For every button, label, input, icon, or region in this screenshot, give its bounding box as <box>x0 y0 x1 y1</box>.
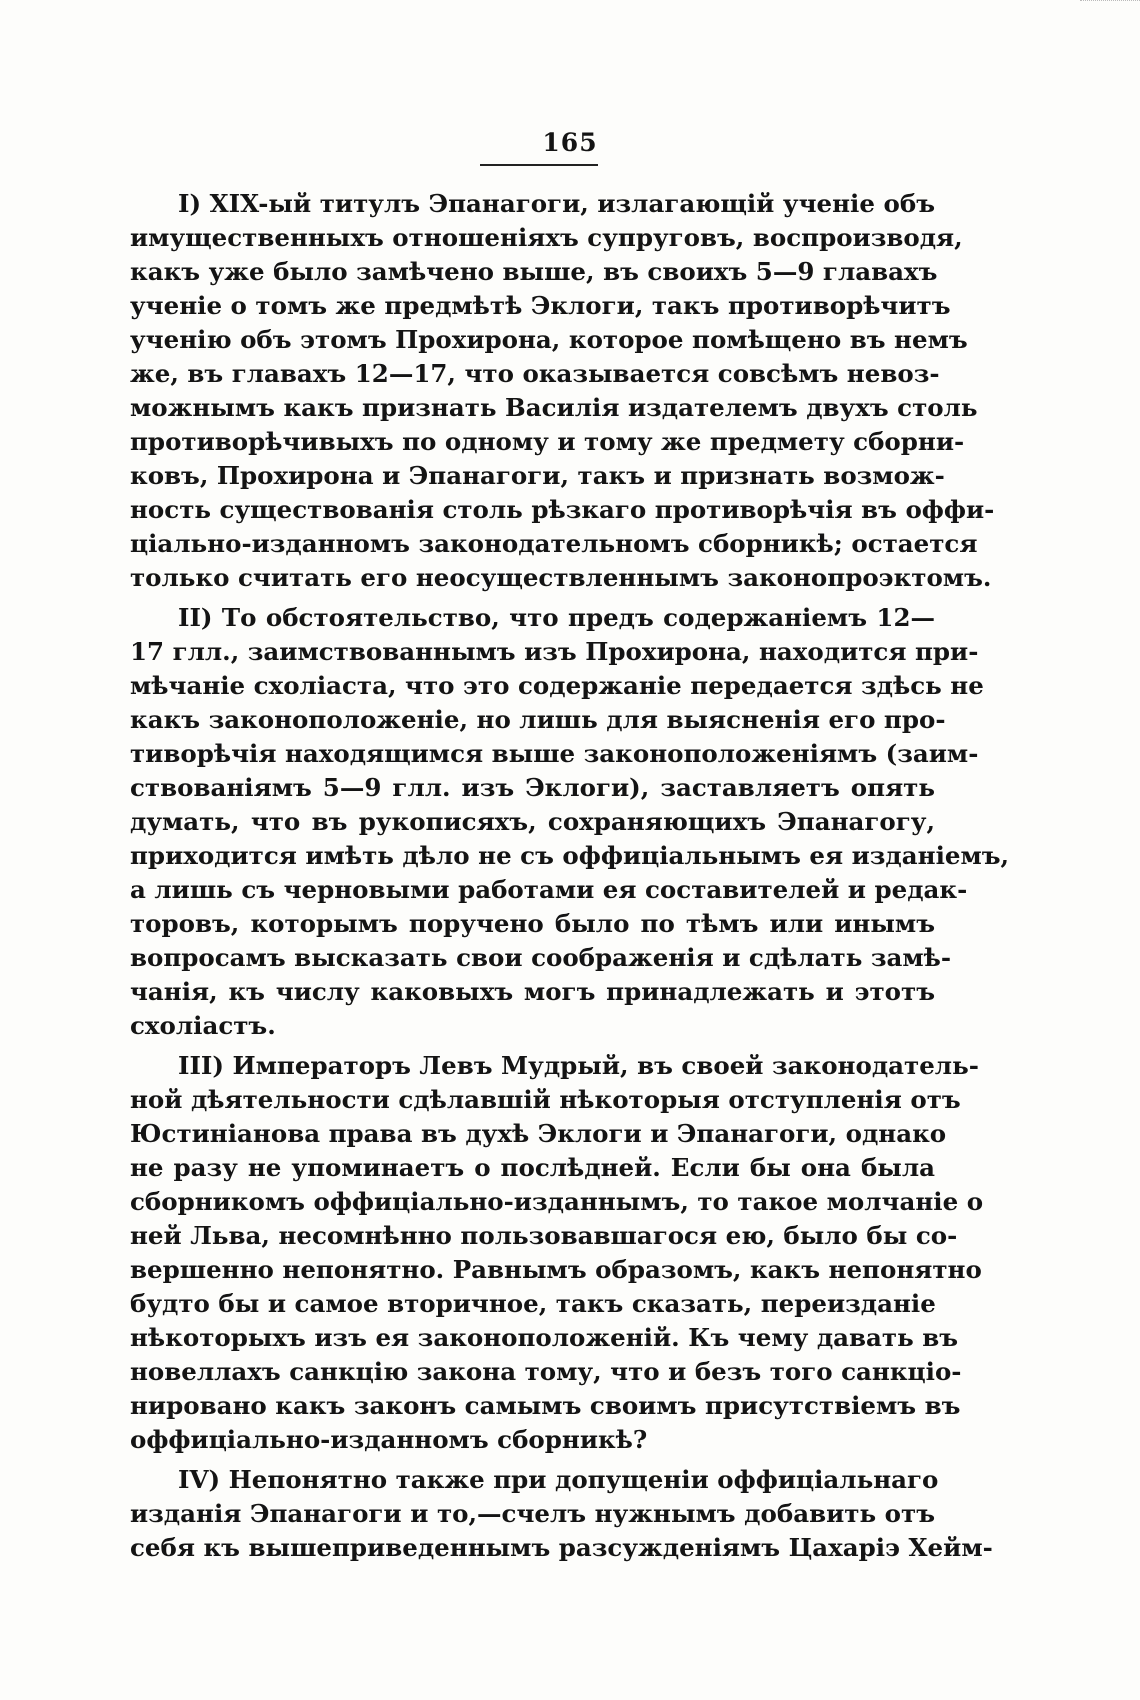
page-number: 165 <box>542 128 598 157</box>
text-line: IV) Непонятно также при допущеніи оффиціальнаго <box>178 1465 939 1494</box>
text-line: мѣчаніе схоліаста, что это содержаніе передается здѣсь не <box>130 671 984 700</box>
text-line: ученію объ этомъ Прохирона, которое помѣщено въ немъ <box>130 325 968 354</box>
text-line: ность существованія столь рѣзкаго противорѣчія въ оффи- <box>130 495 995 524</box>
text-line: нировано какъ законъ самымъ своимъ присутствіемъ въ <box>130 1391 961 1420</box>
text-line: ной дѣятельности сдѣлавшій нѣкоторыя отступленія отъ <box>130 1085 961 1114</box>
text-line: имущественныхъ отношеніяхъ супруговъ, воспроизводя, <box>130 223 963 252</box>
text-line: 17 глл., заимствованнымъ изъ Прохирона, находится при- <box>130 637 979 666</box>
text-line: ствованіямъ 5—9 глл. изъ Эклоги), заставляетъ опять <box>130 773 935 802</box>
text-line: торовъ, которымъ поручено было по тѣмъ или инымъ <box>130 909 935 938</box>
text-line: Юстиніанова права въ духѣ Эклоги и Эпанагоги, однако <box>130 1119 947 1148</box>
text-line: чанія, къ числу каковыхъ могъ принадлежать и этотъ <box>130 977 935 1006</box>
text-line: приходится имѣть дѣло не съ оффиціальнымъ ея изданіемъ, <box>130 841 1010 870</box>
text-line: же, въ главахъ 12—17, что оказывается совсѣмъ невоз- <box>130 359 940 388</box>
text-line: а лишь съ черновыми работами ея составителей и редак- <box>130 875 968 904</box>
text-line: себя къ вышеприведеннымъ разсужденіямъ Цахаріэ Хейм- <box>130 1533 993 1562</box>
text-line: думать, что въ рукописяхъ, сохраняющихъ Эпанагогу, <box>130 807 935 836</box>
text-line: какъ законоположеніе, но лишь для выясненія его про- <box>130 705 946 734</box>
text-line: нѣкоторыхъ изъ ея законоположеній. Къ чему давать въ <box>130 1323 959 1352</box>
paragraph <box>130 601 1010 1043</box>
header-rule <box>480 164 598 166</box>
text-line: новеллахъ санкцію закона тому, что и безъ того санкціо- <box>130 1357 962 1386</box>
body-text <box>130 187 1010 1571</box>
text-line: II) То обстоятельство, что предъ содержаніемъ 12— <box>178 603 935 632</box>
text-line: III) Императоръ Левъ Мудрый, въ своей законодатель- <box>178 1051 979 1080</box>
paragraph <box>130 1049 984 1457</box>
text-line: противорѣчивыхъ по одному и тому же предмету сборни- <box>130 427 965 456</box>
text-line: не разу не упоминаетъ о послѣдней. Если бы она была <box>130 1153 935 1182</box>
paragraph <box>130 187 995 595</box>
text-line: ціально-изданномъ законодательномъ сборникѣ; остается <box>130 529 978 558</box>
text-line: оффиціально-изданномъ сборникѣ? <box>130 1425 648 1454</box>
text-line: схоліастъ. <box>130 1011 276 1040</box>
text-line: тиворѣчія находящимся выше законоположеніямъ (заим- <box>130 739 979 768</box>
text-line: сборникомъ оффиціально-изданнымъ, то такое молчаніе о <box>130 1187 984 1216</box>
text-line: можнымъ какъ признать Василія издателемъ двухъ столь <box>130 393 978 422</box>
page-edge-mark <box>1080 0 1140 11</box>
text-line: вопросамъ высказать свои соображенія и сдѣлать замѣ- <box>130 943 952 972</box>
text-line: ученіе о томъ же предмѣтѣ Эклоги, такъ противорѣчитъ <box>130 291 951 320</box>
text-line: только считать его неосуществленнымъ законопроэктомъ. <box>130 563 992 592</box>
text-line: будто бы и самое вторичное, такъ сказать, переизданіе <box>130 1289 936 1318</box>
text-line: I) XIX-ый титулъ Эпанагоги, излагающій ученіе объ <box>178 189 935 218</box>
text-line: ковъ, Прохирона и Эпанагоги, такъ и признать возмож- <box>130 461 945 490</box>
text-line: ней Льва, несомнѣнно пользовавшагося ею, было бы со- <box>130 1221 958 1250</box>
paragraph <box>130 1463 993 1565</box>
text-line: какъ уже было замѣчено выше, въ своихъ 5—9 главахъ <box>130 257 938 286</box>
text-line: вершенно непонятно. Равнымъ образомъ, какъ непонятно <box>130 1255 982 1284</box>
text-line: изданія Эпанагоги и то,—счелъ нужнымъ добавить отъ <box>130 1499 935 1528</box>
